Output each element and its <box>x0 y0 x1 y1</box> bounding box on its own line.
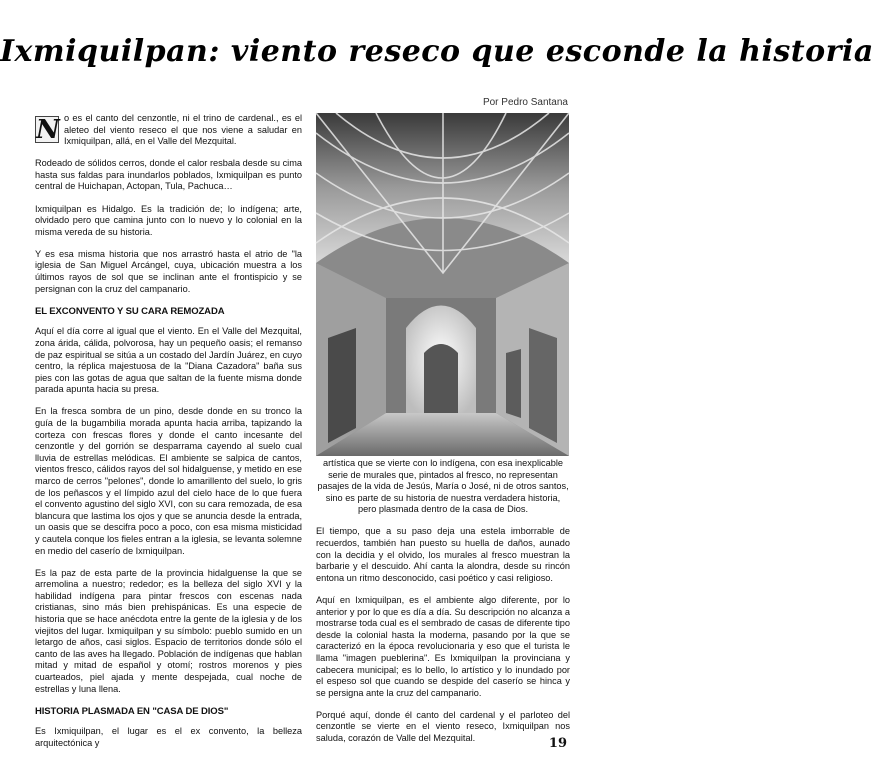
paragraph: Y es esa misma historia que nos arrastró hasta el atrio de "la iglesia de San Miguel Arcángel, cuya, ubicación muestra a los últimos rayos de sol que se inclinan ante el frontispicio y se persignan con la cruz del campanario. <box>35 248 302 294</box>
byline: Por Pedro Santana <box>482 97 568 108</box>
section-heading: HISTORIA PLASMADA EN "CASA DE DIOS" <box>35 705 229 717</box>
convent-corridor-photo <box>316 113 569 456</box>
paragraph-text: o es el canto del cenzontle, ni el trino de cardenal., es el aleteo del viento reseco el que nos viene a saludar en Ixmiquilpan, allá, en el Valle del Mezquital. <box>64 113 302 147</box>
paragraph <box>35 113 302 148</box>
paragraph: Aquí en Ixmiquilpan, es el ambiente algo diferente, por lo anterior y por lo que es día a día. Su descripción no alcanza a mostrarse toda cual es el sembrado de casas de diferente tipo desde la colonial hasta la moderna, pasando por la que se caracterizó en la época revolucionaria y eso que el turista le llama "imagen pueblerina". Es Ixmiquilpan la provinciana y cabecera municipal; es lo bello, lo artístico y lo inundado por el espeso sol que cuando se despide del caserío se hinca y se persigna ante la cruz del campanario. <box>316 594 570 698</box>
paragraph: Es Ixmiquilpan, el lugar es el ex convento, la belleza arquitectónica y <box>35 726 302 748</box>
right-column <box>316 458 570 755</box>
left-column <box>35 113 302 760</box>
article-title: Ixmiquilpan: viento reseco que esconde la historia <box>0 34 874 69</box>
page-number: 19 <box>548 736 567 751</box>
paragraph: Porqué aquí, donde él canto del cardenal y el parloteo del cenzontle se vierte en el viento reseco, Ixmiquilpan nos saluda, corazón de Valle del Mezquital. <box>316 709 570 743</box>
drop-cap: N <box>36 115 60 145</box>
paragraph: Ixmiquilpan es Hidalgo. Es la tradición de; lo indígena; arte, olvidado pero que camina junto con lo nuevo y lo colonial en la misma vereda de su historia. <box>35 203 302 237</box>
paragraph: En la fresca sombra de un pino, desde donde en su tronco la guía de la bugambilia morada apunta hacia arriba, tapizando la corteza con frescas flores y donde el canto incesante del cenzontle y del gorrión se desparrama cayendo al suelo cual lluvia de estrellas melódicas. El ambiente se salpica de cantos, vientos fresco, cálidos rayos del sol hidalguense, y metido en ese marco de cerros "pelones", donde lo amarillento del suelo, lo gris de los peñascos y el límpido azul del cielo hace de lo que fuera el convento agustino del siglo XVI, con su cara remozada, de esa blancura que lastima los ojos y que se anuncia desde la entrada, un oasis que se descifra poco a poco, con esa misma misticidad y cautela conque los fieles entran a la iglesia, se levanta solemne en medio del caserío de Ixmiquilpan. <box>35 406 302 556</box>
corridor-image <box>316 113 569 456</box>
paragraph: artística que se vierte con lo indígena, con esa inexplicable serie de murales que, pintados al fresco, no representan pasajes de la vida de Jesús, María o José, ni de otros santos, sino es parte de su historia de nuestra verdadera historia, pero plasmada dentro de la casa de Dios. <box>317 458 569 515</box>
paragraph: Rodeado de sólidos cerros, donde el calor resbala desde su cima hasta sus faldas para inundarlos poblados, Ixmiquilpan es punto central de Huichapan, Actopan, Tula, Pachuca… <box>35 158 302 192</box>
paragraph: Es la paz de esta parte de la provincia hidalguense la que se arremolina a nuestro; rededor; es la belleza del siglo XVI y la habilidad indígena para pintar frescos con escenas nada cristianas, sino más bien prehispánicas. Es una especie de historia que se hace anécdota entre la gente de la iglesia y de los viejitos del lugar. Ixmiquilpan y su símbolo: pueblo sumido en un letargo de años, casi siglos. Espacio de territorios donde sólo el canto de las aves ha llegado. Población de indígenas que hablan mitad y mitad de español y otomí; rostros morenos y pies cuarteados, piel ajada y mente despejada, cual noche de estrellas y luna llena. <box>35 567 302 694</box>
paragraph: Aquí el día corre al igual que el viento. En el Valle del Mezquital, zona árida, cálida, polvorosa, hay un pequeño oasis; el remanso de paz espiritual se sitúa a un costado del Jardín Juárez, en cuyo centro, la réplica majestuosa de la "Diana Cazadora" baña sus pies con las gotas de agua que saltan de la fuente misma donde parada apunta hacia su presa. <box>35 326 302 395</box>
paragraph: El tiempo, que a su paso deja una estela imborrable de recuerdos, también han puesto su huella de daños, aunado con la decidia y el olvido, los murales al fresco muestran la barbarie y el descuido. Ahí canta la alondra, desde su rincón entona un ritmo desconocido, casi poético y casi religioso. <box>316 526 570 583</box>
section-heading: EL EXCONVENTO Y SU CARA REMOZADA <box>35 305 225 317</box>
